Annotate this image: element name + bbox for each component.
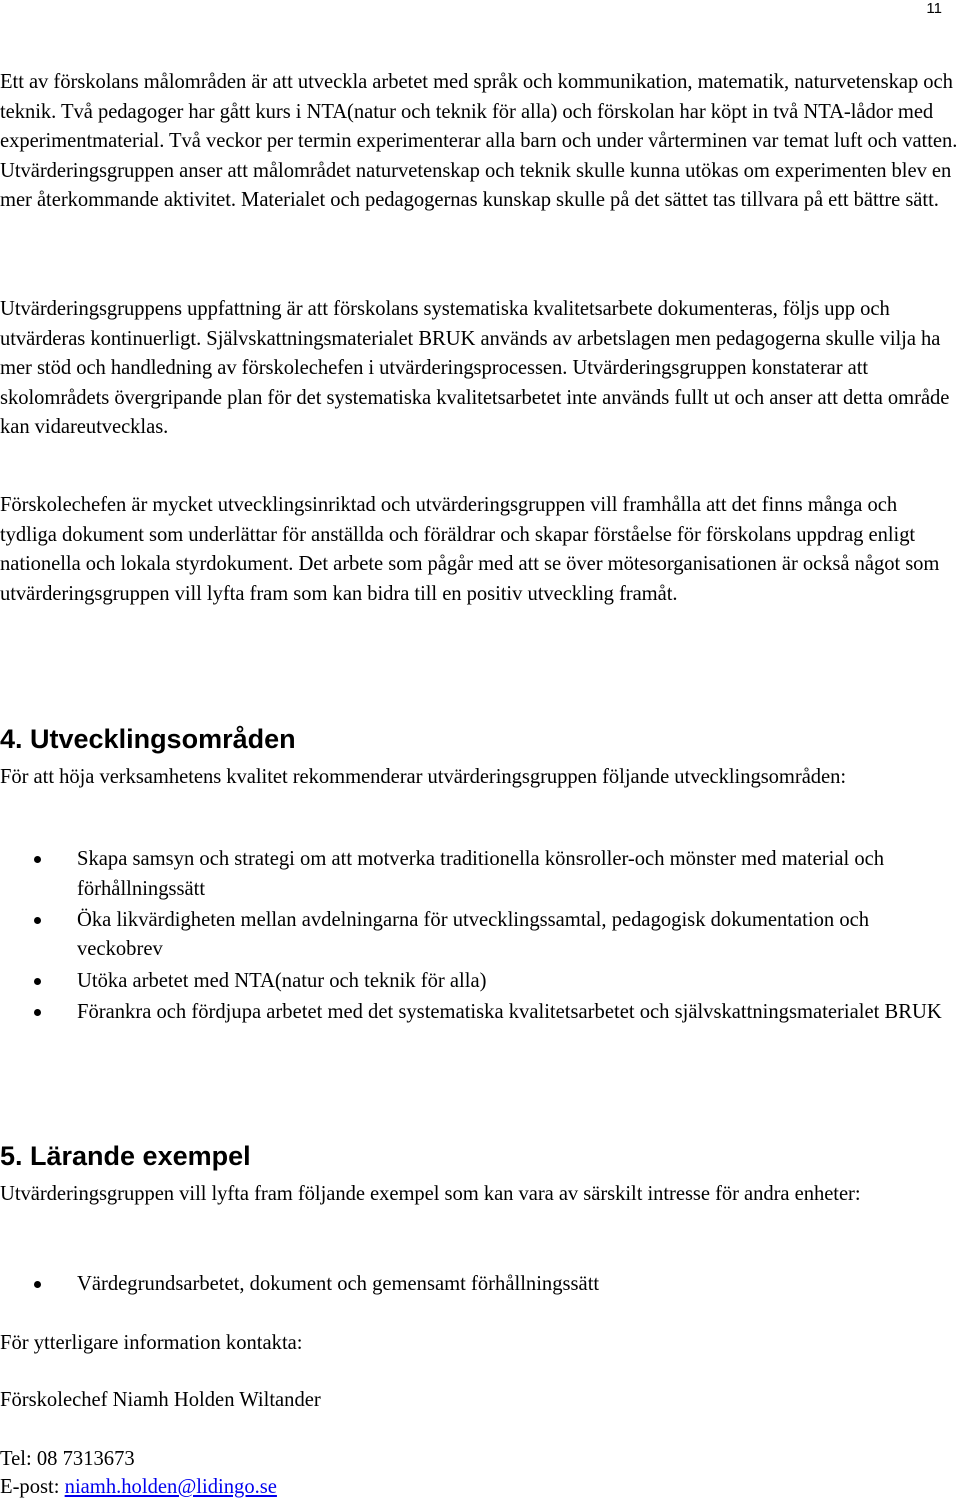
list-item-text: Skapa samsyn och strategi om att motverka traditionella könsroller-och mönster med material och förhållningssätt xyxy=(77,848,885,900)
section-heading-learning-examples: 5. Lärande exempel xyxy=(0,1141,251,1171)
page-number: 11 xyxy=(926,0,942,17)
contact-email-line xyxy=(0,1473,277,1503)
section-heading-development-areas: 4. Utvecklingsområden xyxy=(0,724,296,754)
paragraph-preschool-head: Förskolechefen är mycket utvecklingsinriktad och utvärderingsgruppen vill framhålla att det finns många och tydliga dokument som underlättar för anställda och föräldrar och skapar förståelse för förskolans uppdrag enligt nationella och lokala styrdokument. Det arbete som pågår med att se över mötesorganisationen är också något som utvärderingsgruppen vill lyfta fram som kan bidra till en positiv utveckling framåt. xyxy=(0,494,940,605)
bullet-icon xyxy=(34,1281,41,1288)
list-item xyxy=(0,967,958,997)
learning-examples-list xyxy=(0,1270,958,1301)
list-item-text: Värdegrundsarbetet, dokument och gemensamt förhållningssätt xyxy=(77,1273,600,1295)
list-item-text: Utöka arbetet med NTA(natur och teknik för alla) xyxy=(77,969,487,992)
email-link[interactable]: niamh.holden@lidingo.se xyxy=(64,1476,277,1498)
list-item xyxy=(0,998,958,1028)
bullet-icon xyxy=(34,1009,41,1016)
paragraph-quality-work: Utvärderingsgruppens uppfattning är att förskolans systematiska kvalitetsarbete dokumenteras, följs upp och utvärderas kontinuerligt. Självskattningsmaterialet BRUK används av arbetslagen men pedagogerna skulle vilja ha mer stöd och handledning av förskolechefen i utvärderingsprocessen. Utvärderingsgruppen konstaterar att skolområdets övergripande plan för det systematiska kvalitetsarbetet inte används fullt ut och anser att detta område kan vidareutvecklas. xyxy=(0,298,950,439)
bullet-icon xyxy=(34,856,41,863)
contact-lead: För ytterligare information kontakta: xyxy=(0,1332,303,1354)
development-areas-list xyxy=(0,845,958,1029)
section-intro-learning-examples: Utvärderingsgruppen vill lyfta fram följande exempel som kan vara av särskilt intresse för andra enheter: xyxy=(0,1183,861,1205)
list-item-text: Öka likvärdigheten mellan avdelningarna för utvecklingssamtal, pedagogisk dokumentation och veckobrev xyxy=(77,908,870,961)
contact-phone: Tel: 08 7313673 xyxy=(0,1448,135,1470)
contact-name: Förskolechef Niamh Holden Wiltander xyxy=(0,1389,321,1411)
paragraph-nta: Ett av förskolans målområden är att utveckla arbetet med språk och kommunikation, matematik, naturvetenskap och teknik. Två pedagoger har gått kurs i NTA(natur och teknik för alla) och förskolan har köpt in två NTA-lådor med experimentmaterial. Två veckor per termin experimenterar alla barn och under vårterminen var temat luft och vatten. Utvärderingsgruppen anser att målområdet naturvetenskap och teknik skulle kunna utökas om experimenten blev en mer återkommande aktivitet. Materialet och pedagogernas kunskap skulle på det sättet tas tillvara på ett bättre sätt. xyxy=(0,71,958,212)
email-label: E-post: xyxy=(0,1476,65,1498)
list-item xyxy=(0,1270,958,1300)
list-item xyxy=(0,906,958,965)
list-item xyxy=(0,845,958,904)
bullet-icon xyxy=(34,917,41,924)
bullet-icon xyxy=(34,978,41,985)
list-item-text: Förankra och fördjupa arbetet med det systematiska kvalitetsarbetet och självskattningsmaterialet BRUK xyxy=(77,1000,942,1023)
section-intro-development-areas: För att höja verksamhetens kvalitet rekommenderar utvärderingsgruppen följande utvecklingsområden: xyxy=(0,766,847,788)
